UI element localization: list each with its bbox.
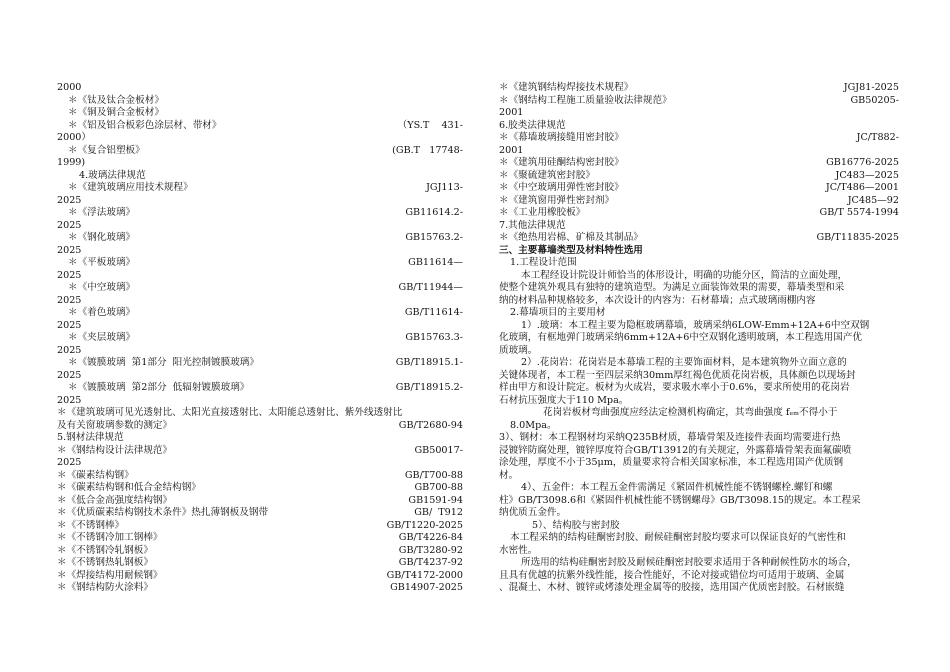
text-line <box>499 220 899 233</box>
reference-title: ＊《浮法玻璃》 <box>68 207 136 218</box>
text-line <box>57 457 463 470</box>
reference-title: ＊《焊接结构用耐候钢》 <box>57 569 163 581</box>
text-line <box>499 532 899 545</box>
paragraph-text: 5.钢材法律规范 <box>57 432 124 443</box>
text-line <box>499 107 899 120</box>
text-line <box>57 495 463 508</box>
text-line <box>499 245 899 258</box>
reference-title: ＊《着色玻璃》 <box>68 307 136 318</box>
reference-title: ＊《绝热用岩棉、矿棉及其制品》 <box>499 232 643 243</box>
left-column <box>57 82 463 595</box>
standard-code: GB/T1220-2025 <box>386 519 463 531</box>
paragraph-text: 1.工程设计范围 <box>510 257 577 268</box>
text-line <box>499 345 899 358</box>
paragraph-text: 2025 <box>57 319 82 331</box>
text-line <box>499 132 899 145</box>
text-line <box>499 295 899 308</box>
reference-title: ＊《钢结构工程施工质量验收法律规范》 <box>499 94 672 106</box>
paragraph-text: 化玻璃，有框地弹门玻璃采纳6mm+12A+6中空双钢化透明玻璃，本工程选用国产优 <box>499 332 863 343</box>
standard-code: GB/T4172-2000 <box>386 569 463 581</box>
standard-code: GB/T2680-94 <box>398 419 463 431</box>
text-line <box>499 170 899 183</box>
text-line <box>499 145 899 158</box>
standard-code: GB/T11944— <box>398 282 463 293</box>
paragraph-text: 涂处理，厚度不小于35μm，质量要求符合相关国家标准，本工程选用国产优质钢 <box>499 457 844 468</box>
paragraph-text: 2001 <box>499 107 524 118</box>
paragraph-text: 2025 <box>57 219 82 231</box>
text-line <box>57 245 463 258</box>
text-line <box>57 557 463 570</box>
reference-title: ＊《聚硫建筑密封胶》 <box>499 169 595 181</box>
text-line <box>57 157 463 170</box>
standard-code: （YS.T 431- <box>397 119 463 131</box>
paragraph-text: 6.胶类法律规范 <box>499 119 566 131</box>
paragraph-text: ＊《建筑玻璃可见光透射比、太阳光直接透射比、太阳能总透射比、紫外线透射比 <box>57 407 403 418</box>
text-line <box>57 232 463 245</box>
paragraph-text: 2025 <box>57 194 82 206</box>
paragraph-text: 质玻璃。 <box>499 344 538 356</box>
text-line <box>499 195 899 208</box>
paragraph-text: 且具有优越的抗紫外线性能，接合性能好，不论对接或错位均可适用于玻璃、金属 <box>499 569 845 581</box>
reference-title: ＊《幕墙玻璃接缝用密封胶》 <box>499 132 624 143</box>
text-line <box>499 95 899 108</box>
paragraph-text: 2.幕墙项目的主要用材 <box>510 307 606 318</box>
reference-title: ＊《建筑玻璃应用技术规程》 <box>68 182 193 193</box>
paragraph-text: 柱》GB/T3098.6和《紧固件机械性能不锈钢螺母》GB/T3098.15的规定。本工程采 <box>499 494 861 506</box>
text-line <box>499 232 899 245</box>
text-line <box>57 345 463 358</box>
paragraph-text: 3）、钢材：本工程钢材均采纳Q235B材质，幕墙骨架及连接件表面均需要进行热 <box>499 432 841 443</box>
reference-title: ＊《建筑窗用弹性密封剂》 <box>499 194 615 206</box>
reference-title: ＊《平板玻璃》 <box>68 257 136 268</box>
standard-code: GB700-88 <box>414 482 463 493</box>
text-line <box>499 445 899 458</box>
text-line <box>499 395 899 408</box>
text-line <box>57 82 463 95</box>
paragraph-text: 2025 <box>57 457 82 468</box>
standard-code: JC483—2025 <box>835 169 899 181</box>
standard-code: GB50205- <box>850 94 899 106</box>
paragraph-text: 纳的材料品种规格较多，本次设计的内容为：石材幕墙；点式玻璃雨棚内容 <box>499 294 816 306</box>
text-line <box>499 420 899 433</box>
text-line <box>499 382 899 395</box>
reference-title: ＊《镀膜玻璃 第1部分 阳光控制镀膜玻璃》 <box>68 357 259 368</box>
paragraph-text: 5）、结构胶与密封胶 <box>532 519 620 531</box>
text-line <box>57 220 463 233</box>
paragraph-text: 2001 <box>499 144 524 156</box>
standard-code: GB/T700-88 <box>404 469 463 481</box>
text-line <box>499 457 899 470</box>
standard-code: GB50017- <box>414 444 463 456</box>
text-line <box>499 120 899 133</box>
text-line <box>57 370 463 383</box>
standard-code: GB14907-2025 <box>390 582 463 593</box>
text-line <box>57 570 463 583</box>
reference-title: ＊《中空玻璃用弹性密封胶》 <box>499 182 624 193</box>
text-line <box>57 582 463 595</box>
paragraph-text: 本工程采纳的结构硅酮密封胶、耐候硅酮密封胶均要求可以保证良好的气密性和 <box>510 532 846 543</box>
paragraph-text: 2025 <box>57 269 82 281</box>
standard-code: GB/ T912 <box>414 507 463 518</box>
reference-title: ＊《钢结构防火涂料》 <box>57 582 153 593</box>
reference-title: ＊《建筑钢结构焊接技术规程》 <box>499 82 634 93</box>
paragraph-text: 4）、五金件：本工程五金件需满足《紧固件机械性能不锈钢螺栓.螺钉和螺 <box>521 482 833 493</box>
text-line <box>57 382 463 395</box>
standard-code: JGJ81-2025 <box>843 82 899 93</box>
standard-code: JC485—92 <box>847 194 899 206</box>
paragraph-text: 2025 <box>57 244 82 256</box>
reference-title: ＊《镀膜玻璃 第2部分 低辐射镀膜玻璃》 <box>68 382 250 393</box>
text-line <box>499 495 899 508</box>
reference-title: ＊《优质碳素结构钢技术条件》热扎薄钢板及钢带 <box>57 507 269 518</box>
paragraph-text: 花岗岩板材弯曲强度应经法定检测机构确定，其弯曲强度 fₑₘ不得小于 <box>543 407 838 418</box>
text-line <box>499 520 899 533</box>
reference-title: ＊《不锈钢棒》 <box>57 519 125 531</box>
reference-title: 及有关窗玻璃参数的测定》 <box>57 419 173 431</box>
text-line <box>57 120 463 133</box>
paragraph-text: 1999) <box>57 157 86 168</box>
paragraph-text: 2025 <box>57 344 82 356</box>
text-line <box>499 182 899 195</box>
paragraph-text: 2000 <box>57 82 82 93</box>
paragraph-text: 浸镀锌防腐处理，镀锌厚度符合GB/T13912的有关规定，外露幕墙骨架表面氟碳喷 <box>499 444 852 456</box>
standard-code: GB15763.2- <box>405 232 463 243</box>
text-line <box>57 145 463 158</box>
text-line <box>499 470 899 483</box>
reference-title: ＊《不锈钢冷加工钢棒》 <box>57 532 163 543</box>
standard-code: GB/T18915.1- <box>395 357 463 368</box>
text-line <box>57 107 463 120</box>
text-line <box>499 407 899 420</box>
paragraph-text: 样由甲方和设计院定。板材为火成岩，要求吸水率小于0.6%，要求所使用的花岗岩 <box>499 382 850 393</box>
standard-code: GB11614— <box>408 257 463 268</box>
reference-title: ＊《钢化玻璃》 <box>68 232 136 243</box>
paragraph-text: 所选用的结构硅酮密封胶及耐候硅酮密封胶要求适用于各种耐候性防水的场合， <box>521 557 857 568</box>
text-line <box>57 407 463 420</box>
text-line <box>57 332 463 345</box>
text-line <box>57 445 463 458</box>
text-line <box>499 570 899 583</box>
reference-title: ＊《铝及铝合板彩色涂层材、带材》 <box>68 119 222 131</box>
paragraph-text: 2000） <box>57 132 92 143</box>
text-line <box>499 270 899 283</box>
text-line <box>57 520 463 533</box>
text-line <box>57 257 463 270</box>
text-line <box>57 532 463 545</box>
text-line <box>57 270 463 283</box>
text-line <box>57 320 463 333</box>
paragraph-text: 、混凝土、木材、镀锌或烤漆处理金属等的胶接，选用国产优质密封胶。石材嵌缝 <box>499 582 845 593</box>
text-line <box>499 307 899 320</box>
paragraph-text: 2025 <box>57 294 82 306</box>
standard-code: JC/T882- <box>856 132 899 143</box>
text-line <box>499 157 899 170</box>
standard-code: GB/T 5574-1994 <box>819 207 899 218</box>
text-line <box>499 257 899 270</box>
paragraph-text: 水密性。 <box>499 544 538 556</box>
text-line <box>57 295 463 308</box>
reference-title: ＊《复合铝塑板》 <box>68 144 145 156</box>
text-line <box>57 357 463 370</box>
text-line <box>57 395 463 408</box>
paragraph-text: 4.玻璃法律规范 <box>79 169 146 181</box>
paragraph-text: 本工程经设计院设计师恰当的体形设计，明确的功能分区，简洁的立面处理， <box>521 269 848 281</box>
reference-title: ＊《中空玻璃》 <box>68 282 136 293</box>
paragraph-text: 7.其他法律规范 <box>499 219 566 231</box>
standard-code: GB16776-2025 <box>826 157 899 168</box>
text-line <box>57 95 463 108</box>
reference-title: ＊《钢结构设计法律规范》 <box>57 444 173 456</box>
standard-code: JGJ113- <box>426 182 463 193</box>
paragraph-text: 8.0Mpa。 <box>510 419 557 431</box>
standard-code: GB11614.2- <box>405 207 463 218</box>
text-line <box>57 170 463 183</box>
text-line <box>499 507 899 520</box>
reference-title: ＊《建筑用硅酮结构密封胶》 <box>499 157 624 168</box>
text-line <box>499 320 899 333</box>
text-line <box>499 332 899 345</box>
text-line <box>499 207 899 220</box>
text-line <box>57 507 463 520</box>
standard-code: GB15763.3- <box>405 332 463 343</box>
reference-title: ＊《夹层玻璃》 <box>68 332 136 343</box>
text-line <box>499 370 899 383</box>
paragraph-text: ＊《铜及铜合金板材》 <box>68 107 164 118</box>
text-line <box>57 307 463 320</box>
right-column <box>499 82 899 595</box>
text-line <box>57 432 463 445</box>
paragraph-text: 关键体现者，本工程一至四层采纳30mm厚红褐色优质花岗岩板，具体颜色以现场封 <box>499 369 856 381</box>
standard-code: GB/T3280-92 <box>398 544 463 556</box>
text-line <box>57 420 463 433</box>
text-line <box>57 195 463 208</box>
standard-code: GB/T4237-92 <box>398 557 463 568</box>
text-line <box>499 432 899 445</box>
paragraph-text: 2025 <box>57 394 82 406</box>
reference-title: ＊《不锈钢热轧钢板》 <box>57 557 153 568</box>
paragraph-text: 纳优质五金件。 <box>499 507 567 518</box>
paragraph-text: 石材抗压强度大于110 Mpa。 <box>499 394 629 406</box>
text-line <box>499 557 899 570</box>
paragraph-text: ＊《钛及钛合金板材》 <box>68 94 164 106</box>
text-line <box>57 282 463 295</box>
paragraph-text: 1）.玻璃：本工程主要为隐框玻璃幕墙，玻璃采纳6LOW-Emm+12A+6中空双钢 <box>521 319 870 331</box>
standard-code: JC/T486—2001 <box>825 182 899 193</box>
standard-code: GB/T18915.2- <box>395 382 463 393</box>
text-line <box>57 132 463 145</box>
reference-title: ＊《碳素结构钢和低合金结构钢》 <box>57 482 201 493</box>
reference-title: ＊《低合金高强度结构钢》 <box>57 494 173 506</box>
reference-title: ＊《不锈钢冷轧钢板》 <box>57 544 153 556</box>
standard-code: GB1591-94 <box>408 494 463 506</box>
paragraph-text: 2025 <box>57 369 82 381</box>
text-line <box>57 482 463 495</box>
text-line <box>499 582 899 595</box>
standard-code: (GB.T 17748- <box>392 144 463 156</box>
paragraph-text: 2）.花岗岩：花岗岩是本幕墙工程的主要饰面材料，是本建筑物外立面立意的 <box>521 357 847 368</box>
text-line <box>499 482 899 495</box>
section-heading: 三、主要幕墙类型及材料特性选用 <box>499 244 643 256</box>
standard-code: GB/T11835-2025 <box>816 232 899 243</box>
reference-title: ＊《碳素结构钢》 <box>57 469 134 481</box>
text-line <box>499 545 899 558</box>
standard-code: GB/T4226-84 <box>398 532 463 543</box>
text-line <box>57 182 463 195</box>
text-line <box>57 470 463 483</box>
reference-title: ＊《工业用橡胶板》 <box>499 207 586 218</box>
paragraph-text: 使整个建筑外观具有独特的建筑造型。为满足立面装饰效果的需要，幕墙类型和采 <box>499 282 845 293</box>
text-line <box>57 545 463 558</box>
text-line <box>499 82 899 95</box>
standard-code: GB/T11614- <box>404 307 463 318</box>
text-line <box>499 282 899 295</box>
paragraph-text: 材。 <box>499 469 519 481</box>
text-line <box>499 357 899 370</box>
text-line <box>57 207 463 220</box>
